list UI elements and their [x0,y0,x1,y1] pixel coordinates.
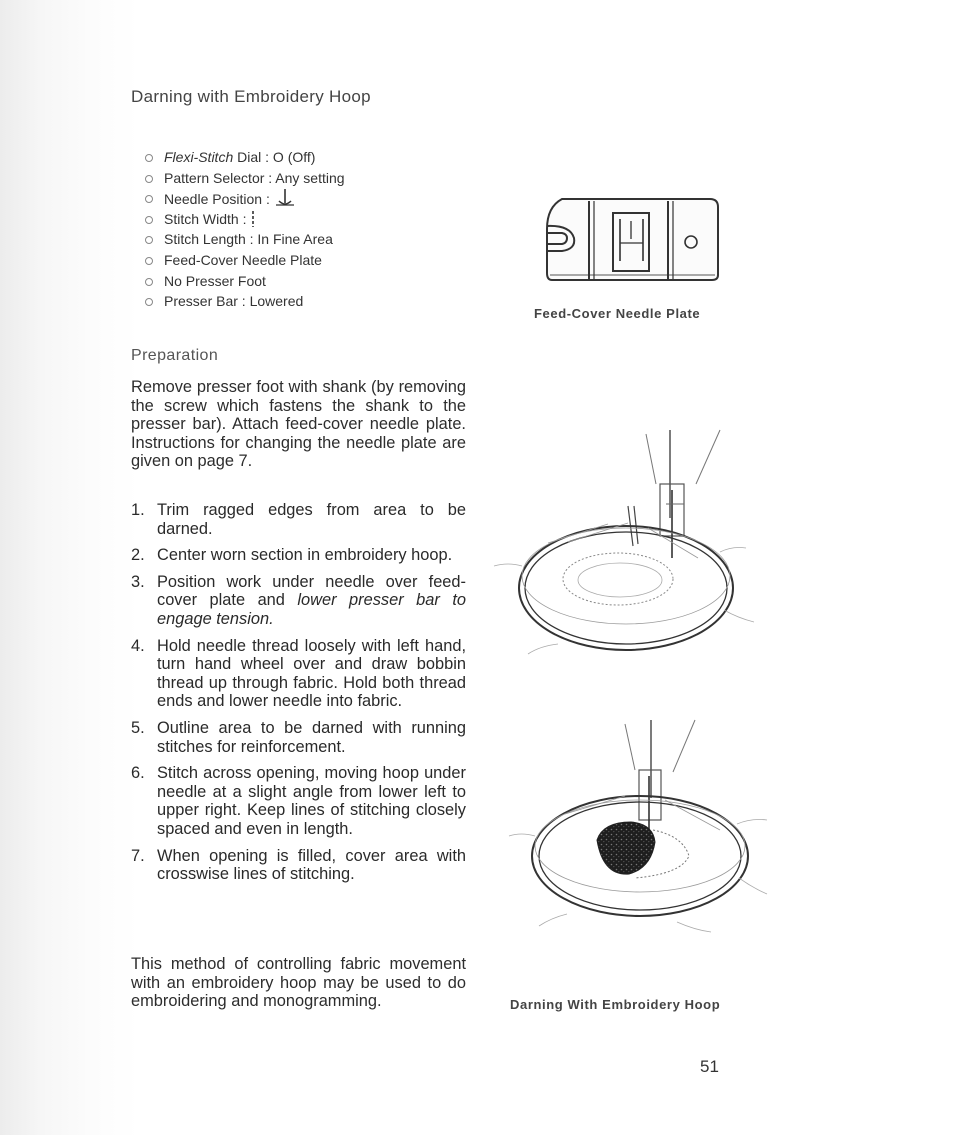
page-number: 51 [700,1057,719,1076]
settings-item: Presser Bar : Lowered [145,291,345,312]
bullet-icon [145,298,153,306]
settings-item: Pattern Selector : Any setting [145,168,345,189]
settings-item: Stitch Length : In Fine Area [145,229,345,250]
preparation-heading: Preparation [131,347,219,364]
settings-item: Flexi-Stitch Dial : O (Off) [145,147,345,168]
bullet-icon [145,154,153,162]
settings-item: Feed-Cover Needle Plate [145,250,345,271]
darning-hoop-caption: Darning With Embroidery Hoop [510,997,721,1012]
page-title: Darning with Embroidery Hoop [131,87,371,106]
feed-cover-needle-plate-illustration [540,193,725,285]
bullet-icon [145,278,153,286]
hoop-filled-darning-illustration [505,718,775,936]
machine-settings-list [145,147,345,312]
bullet-icon [145,257,153,265]
straight-stitch-icon [250,210,256,228]
settings-item: Stitch Width : [145,209,345,230]
step-item: 1. Trim ragged edges from area to be darned. [131,501,466,538]
bullet-icon [145,195,153,203]
hoop-outline-stitching-illustration [488,428,768,660]
needle-center-position-icon [274,188,296,208]
step-item: 5. Outline area to be darned with running stitches for reinforcement. [131,718,466,756]
step-item: 7. When opening is filled, cover area with crosswise lines of stitching. [131,846,466,884]
step-item: 2. Center worn section in embroidery hoop. [131,546,453,565]
step-item: 3. Position work under needle over feed-cover plate and lower presser bar to engage tension. [131,572,466,628]
instruction-steps [131,501,466,884]
preparation-paragraph: Remove presser foot with shank (by removing the screw which fastens the shank to the presser bar). Attach feed-cover needle plate. Instructions for changing the needle plate are given on page 7. [131,378,466,471]
bullet-icon [145,236,153,244]
settings-item: No Presser Foot [145,271,345,292]
step-item: 6. Stitch across opening, moving hoop under needle at a slight angle from lower left to upper right. Keep lines of stitching closely spaced and even in length. [131,764,466,838]
feed-cover-needle-plate-caption: Feed-Cover Needle Plate [534,306,701,321]
settings-item: Needle Position : [145,188,345,209]
bullet-icon [145,216,153,224]
bullet-icon [145,175,153,183]
step-item: 4. Hold needle thread loosely with left hand, turn hand wheel over and draw bobbin thread up through fabric. Hold both thread ends and lower needle into fabric. [131,636,466,711]
closing-paragraph: This method of controlling fabric movement with an embroidery hoop may be used to do embroidering and monogramming. [131,955,466,1011]
